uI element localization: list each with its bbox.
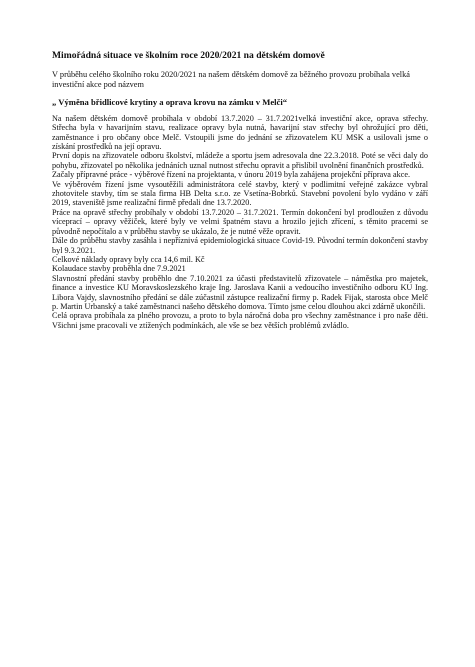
paragraph-tender: Ve výběrovém řízení jsme vysoutěžili administrátora celé stavby, který v podlimitní veřejné zakázce vybral zhotovitele stavby, tím se stala firma HB Delta s.r.o. ze Vsetína-Bobrků. Stavební povolení bylo vydáno v září 2019, staveniště jsme realizační firmě předali dne 13.7.2020. [52, 179, 428, 208]
project-name: „ Výměna břidlicové krytiny a oprava krovu na zámku v Melči“ [52, 96, 288, 107]
paragraph-first-letter: První dopis na zřizovatele odboru školství, mládeže a sportu jsem adresovala dne 22.3.2018. Poté se věci daly do pohybu, zřizovatel po několika jednáních uznal nutnost střechu opravit a přislíbil uvolnění finančních prostředků. [52, 151, 428, 170]
paragraph-works-period: Práce na opravě střechy probíhaly v období 13.7.2020 – 31.7.2021. Termín dokončení byl prodloužen z důvodu víceprací – opravy věžiček, které byly ve velmi špatném stavu a hrozilo jejich zřícení, s těmito pracemi se původně nepočítalo a v průběhu stavby se ukázalo, že je nutné věže opravit. [52, 207, 428, 236]
document-title: Mimořádná situace ve školním roce 2020/2021 na dětském domově [52, 50, 325, 61]
paragraph-preparations: Začaly přípravné práce - výběrové řízení na projektanta, v únoru 2019 byla zahájena projekční příprava akce. [52, 170, 411, 180]
intro-paragraph: V průběhu celého školního roku 2020/2021 na našem dětském domově za běžného provozu probíhala velká investiční akce pod názvem [52, 70, 410, 90]
paragraph-total-cost: Celkové náklady opravy byly cca 14,6 mil. Kč [52, 254, 205, 264]
paragraph-handover: Slavnostní předání stavby proběhlo dne 7.10.2021 za účasti představitelů zřizovatele – náměstka pro majetek, finance a investice KU Moravskoslezského kraje Ing. Jaroslava Kanii a vedoucího investičního odboru KU Ing. Libora Vajdy, slavnostního předání se dále zúčastnil zástupce realizační firmy p. Radek Fijak, starosta obce Melč p. Martin Urbanský a také zaměstnanci našeho dětského domova. Tímto jsme celou dlouhou akci zdárně ukončili. [52, 273, 428, 311]
paragraph-conclusion: Celá oprava probíhala za plného provozu, a proto to byla náročná doba pro všechny zaměstnance i pro naše děti. Všichni jsme pracovali ve ztížených podmínkách, ale vše se bez větších problémů zvládlo. [52, 311, 428, 330]
paragraph-approval: Kolaudace stavby proběhla dne 7.9.2021 [52, 264, 186, 274]
paragraph-project-overview: Na našem dětském domově probíhala v období 13.7.2020 – 31.7.2021velká investiční akce, oprava střechy. Střecha byla v havarijním stavu, realizace opravy byla nutná, havarijní stav střechy byl ohrožující pro děti, zaměstnance i pro občany obce Melč. Vstoupili jsme do jednání se zřizovatelem KU MSK a usilovali jsme o získání prostředků na její opravu. [52, 113, 428, 152]
document-page [52, 50, 428, 330]
body-text [52, 114, 428, 330]
paragraph-covid: Dále do průběhu stavby zasáhla i nepříznivá epidemiologická situace Covid-19. Původní termín dokončení stavby byl 9.3.2021. [52, 236, 428, 255]
